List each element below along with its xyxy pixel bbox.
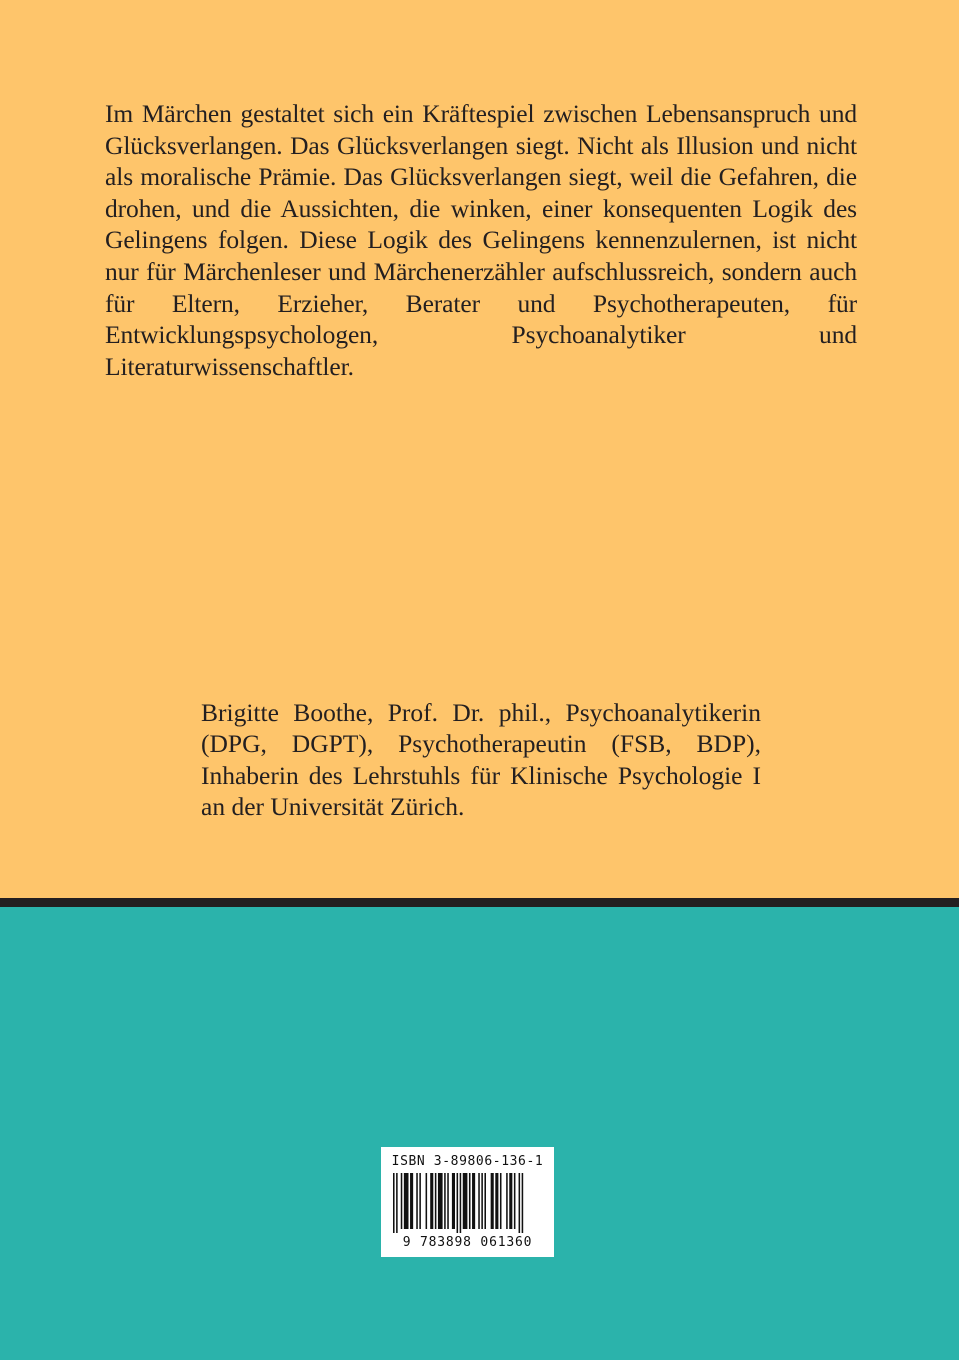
barcode-bar	[469, 1173, 471, 1229]
barcode-bar	[444, 1173, 446, 1229]
author-bio: Brigitte Boothe, Prof. Dr. phil., Psychoanalytikerin (DPG, DGPT), Psychotherapeutin (FSB, BDP), Inhaberin des Lehrstuhls für Klinische Psychologie I an der Universität Zürich.	[201, 698, 761, 822]
barcode-bar	[472, 1173, 475, 1229]
barcode-bar	[430, 1173, 433, 1229]
barcode-bar	[495, 1173, 498, 1229]
barcode-bar	[393, 1173, 395, 1233]
barcode-bar	[506, 1173, 508, 1229]
ean-digits: 9 783898 061360	[402, 1235, 533, 1250]
barcode-bar	[484, 1173, 486, 1229]
barcode-bar	[481, 1173, 483, 1229]
barcode-bar	[514, 1173, 516, 1229]
barcode-bar	[435, 1173, 437, 1229]
barcode-bar	[491, 1173, 494, 1229]
barcode-bar	[416, 1173, 418, 1229]
barcode-bar	[426, 1173, 428, 1229]
barcode-bar	[522, 1173, 524, 1233]
blurb-text: Im Märchen gestaltet sich ein Kräftespiel zwischen Lebensanspruch und Glücksverlangen. Das Glücksverlangen siegt. Nicht als Illusion und nicht als moralische Prämie. Das Glücksverlangen siegt, weil die Gefahren, die drohen, und die Aussichten, die winken, einer konsequenten Logik des Gelingens folgen. Diese Logik des Gelingens kennenzulernen, ist nicht nur für Märchenleser und Märchenerzähler aufschlussreich, sondern auch für Eltern, Erzieher, Berater und Psychotherapeuten, für Entwicklungspsychologen, Psychoanalytiker und Literaturwissenschaftler.	[105, 99, 857, 381]
barcode-bars	[391, 1173, 544, 1233]
barcode-bar	[447, 1173, 449, 1229]
barcode-bar	[410, 1173, 413, 1229]
barcode-bar	[509, 1173, 512, 1229]
barcode-bar	[460, 1173, 462, 1233]
barcode-bar	[401, 1173, 403, 1229]
barcode-bar	[463, 1173, 468, 1229]
barcode-bar	[500, 1173, 502, 1229]
barcode-bar	[404, 1173, 409, 1229]
barcode-bar	[419, 1173, 421, 1229]
barcode-bar	[396, 1173, 398, 1233]
barcode-bar	[457, 1173, 459, 1233]
barcode-bar	[452, 1173, 455, 1229]
barcode-bar	[519, 1173, 521, 1233]
barcode-bar	[478, 1173, 480, 1229]
barcode-label	[381, 1147, 554, 1257]
isbn-number: ISBN 3-89806-136-1	[391, 1154, 544, 1169]
barcode-bar	[438, 1173, 443, 1229]
lower-cover-panel	[0, 907, 959, 1360]
panel-divider	[0, 898, 959, 907]
